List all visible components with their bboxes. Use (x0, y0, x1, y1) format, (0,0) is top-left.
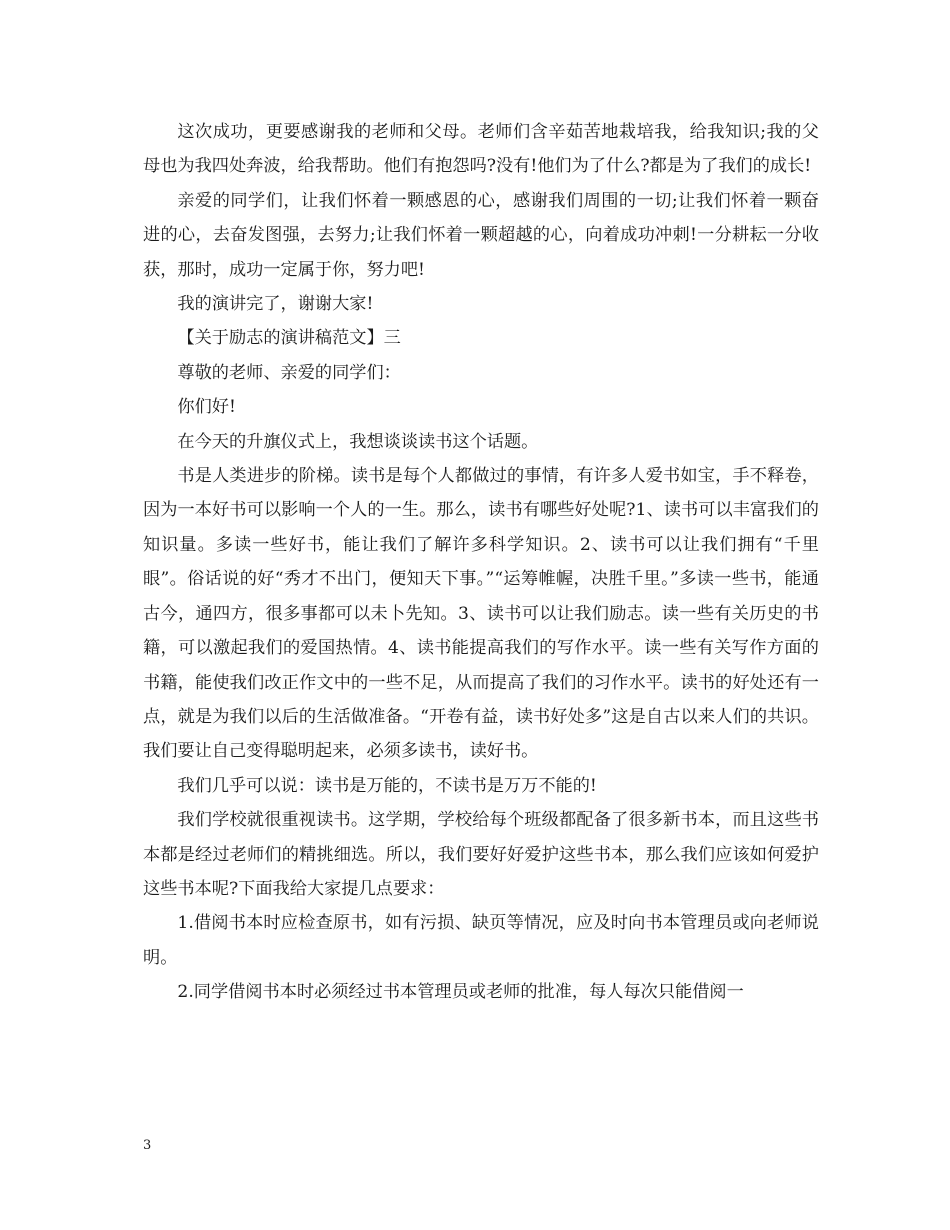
list-item: 1.借阅书本时应检查原书，如有污损、缺页等情况，应及时向书本管理员或向老师说明。 (143, 913, 819, 968)
list-item: 2.同学借阅书本时必须经过书本管理员或老师的批准，每人每次只能借阅一 (177, 982, 744, 1003)
paragraph: 书是人类进步的阶梯。读书是每个人都做过的事情，有许多人爱书如宝，手不释卷，因为一本好书可以影响一个人的一生。那么，读书有哪些好处呢?1、读书可以丰富我们的知识量。多读一些好书，能让我们了解许多科学知识。2、读书可以让我们拥有“千里眼”。俗话说的好“秀才不出门，便知天下事。”“运筹帷幄，决胜千里。”多读一些书，能通古今，通四方，很多事都可以未卜先知。3、读书可以让我们励志。读一些有关历史的书籍，可以激起我们的爱国热情。4、读书能提高我们的写作水平。读一些有关写作方面的书籍，能使我们改正作文中的一些不足，从而提高了我们的习作水平。读书的好处还有一点，就是为我们以后的生活做准备。“开卷有益，读书好处多”这是自古以来人们的共识。我们要让自己变得聪明起来，必须多读书，读好书。 (143, 466, 819, 762)
section-heading: 【关于励志的演讲稿范文】三 (177, 328, 401, 349)
paragraph: 我们几乎可以说：读书是万能的，不读书是万万不能的! (177, 775, 597, 796)
paragraph: 亲爱的同学们，让我们怀着一颗感恩的心，感谢我们周围的一切;让我们怀着一颗奋进的心，去奋发图强，去努力;让我们怀着一颗超越的心，向着成功冲刺!一分耕耘一分收获，那时，成功一定属于你，努力吧! (143, 190, 819, 280)
paragraph: 在今天的升旗仪式上，我想谈谈读书这个话题。 (177, 431, 539, 452)
greeting: 你们好! (177, 397, 236, 418)
paragraph: 这次成功，更要感谢我的老师和父母。老师们含辛茹苦地栽培我，给我知识;我的父母也为我四处奔波，给我帮助。他们有抱怨吗?没有!他们为了什么?都是为了我们的成长! (143, 122, 819, 177)
paragraph: 我的演讲完了，谢谢大家! (177, 294, 374, 315)
paragraph: 我们学校就很重视读书。这学期，学校给每个班级都配备了很多新书本，而且这些书本都是经过老师们的精挑细选。所以，我们要好好爱护这些书本，那么我们应该如何爱护这些书本呢?下面我给大家提几点要求： (143, 810, 819, 899)
page-number: 3 (143, 1138, 152, 1153)
document-body (143, 115, 819, 1010)
salutation: 尊敬的老师、亲爱的同学们： (177, 362, 401, 383)
